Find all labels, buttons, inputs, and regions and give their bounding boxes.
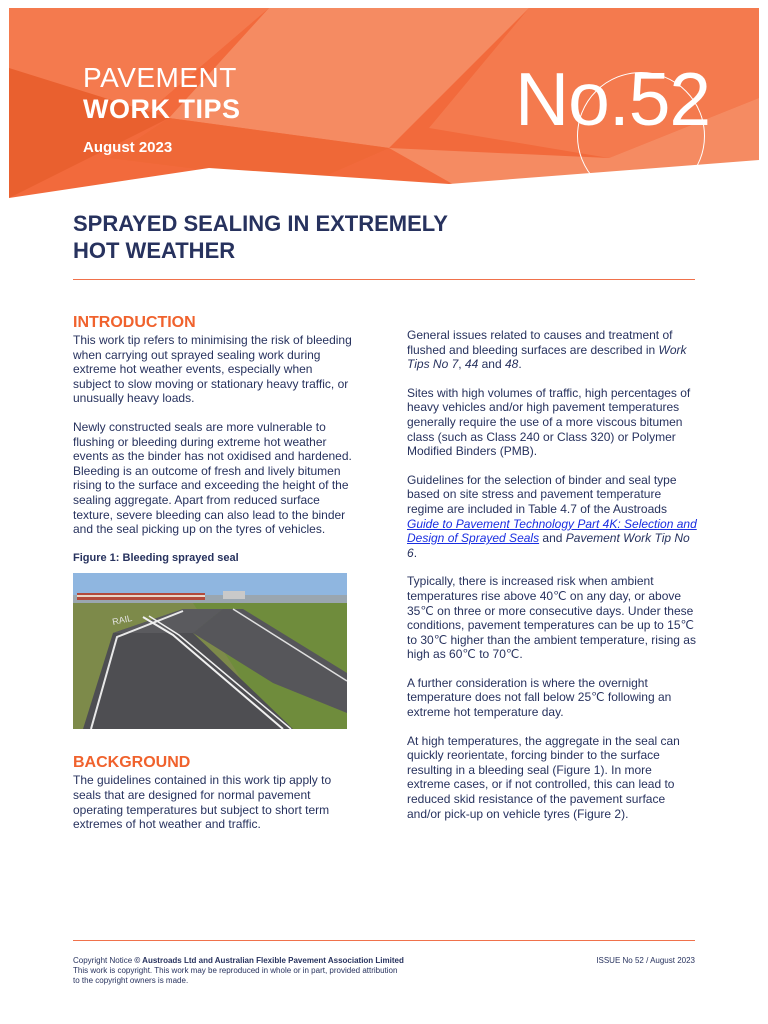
right-paragraph-5: A further consideration is where the overnight temperature does not fall below 25℃ following an extreme hot temperature day.: [407, 675, 672, 720]
introduction-heading: INTRODUCTION: [73, 314, 196, 331]
issue-circle-decoration: [577, 72, 705, 200]
brand-line1: PAVEMENT: [83, 62, 237, 93]
footer-divider: [73, 940, 695, 941]
copyright-line2: This work is copyright. This work may be reproduced in whole or in part, provided attribution: [73, 966, 398, 975]
bleeding-seal-photo: [73, 573, 347, 729]
copyright-notice: [73, 956, 493, 986]
pavement-work-tip-6-ref: Pavement Work Tip No 6: [407, 531, 690, 560]
title-line1: SPRAYED SEALING IN EXTREMELY: [73, 211, 448, 236]
work-tip-7-ref: Work Tips No 7: [407, 342, 687, 372]
guide-pavement-technology-link[interactable]: Guide to Pavement Technology Part 4K: Selection and Design of Sprayed Seals: [407, 516, 697, 546]
p3-text: Guidelines for the selection of binder and seal type based on site stress and pavement temperature regime are included in Table 4.7 of the Austroads: [407, 472, 677, 516]
copyright-label: Copyright Notice: [73, 956, 135, 965]
right-column: [407, 328, 697, 835]
figure-1-caption: Figure 1: Bleeding sprayed seal: [73, 551, 239, 564]
p1-end: .: [518, 357, 522, 372]
right-paragraph-6: At high temperatures, the aggregate in the seal can quickly reorientate, forcing binder to the surface resulting in a bleeding seal (Figure 1). In more extreme cases, or if not controlled, this can lead to reduced skid resistance of the pavement surface and/or pick-up on vehicle tyres (Figure 2).: [407, 733, 680, 821]
p3-mid: and: [539, 531, 566, 546]
p1-sep2: and: [478, 357, 505, 372]
work-tip-48-ref: 48: [504, 357, 519, 372]
brand-line2: WORK TIPS: [83, 94, 241, 124]
title-divider: [73, 279, 695, 280]
issue-number: No.52: [515, 57, 711, 141]
work-tip-44-ref: 44: [464, 357, 479, 372]
right-paragraph-2: Sites with high volumes of traffic, high percentages of heavy vehicles and/or high pavement temperatures generally require the use of a more viscous bitumen class (such as Class 240 or Class 320) or Polymer Modified Binders (PMB).: [407, 385, 691, 459]
right-paragraph-4: Typically, there is increased risk when ambient temperatures rise above 40℃ on any day, or above 35℃ on three or more consecutive days. Under these conditions, pavement temperatures can be up to 15℃ to 30℃ higher than the ambient temperature, rising as high as 60℃ to 70℃.: [407, 574, 696, 662]
intro-paragraph-1: This work tip refers to minimising the risk of bleeding when carrying out sprayed sealing work during extreme hot weather events, especially when subject to slow moving or stationary heavy traffic, or unusually heavy loads.: [73, 333, 352, 406]
copyright-line3: to the copyright owners is made.: [73, 976, 189, 985]
right-paragraph-3: [407, 473, 697, 561]
p3-end: .: [413, 545, 418, 560]
title-line2: HOT WEATHER: [73, 238, 236, 263]
footer-issue: ISSUE No 52 / August 2023: [596, 956, 695, 965]
copyright-line1: [73, 956, 493, 966]
right-paragraph-1: [407, 328, 697, 372]
issue-date: August 2023: [83, 139, 173, 156]
left-column: [73, 313, 353, 846]
intro-paragraph-2: Newly constructed seals are more vulnerable to flushing or bleeding during extreme hot weather events as the binder has not oxidised and hardened. Bleeding is an outcome of fresh and lively bitumen rising to the surface and exceeding the height of the sealing aggregate. Apart from reduced surface texture, severe bleeding can also lead to the binder and the seal picking up on the tyres of vehicles.: [73, 419, 352, 537]
header-banner: [9, 8, 759, 216]
copyright-owner: © Austroads Ltd and Australian Flexible Pavement Association Limited: [134, 956, 404, 965]
background-paragraph-1: The guidelines contained in this work tip apply to seals that are designed for normal pavement operating temperatures but subject to short term extremes of hot weather and traffic.: [73, 773, 332, 832]
background-heading: BACKGROUND: [73, 754, 191, 772]
page-title: [73, 210, 633, 264]
p1-text: General issues related to causes and treatment of flushed and bleeding surfaces are described in: [407, 328, 673, 357]
p1-sep1: ,: [458, 357, 465, 372]
svg-text:RAIL: RAIL: [111, 613, 133, 628]
